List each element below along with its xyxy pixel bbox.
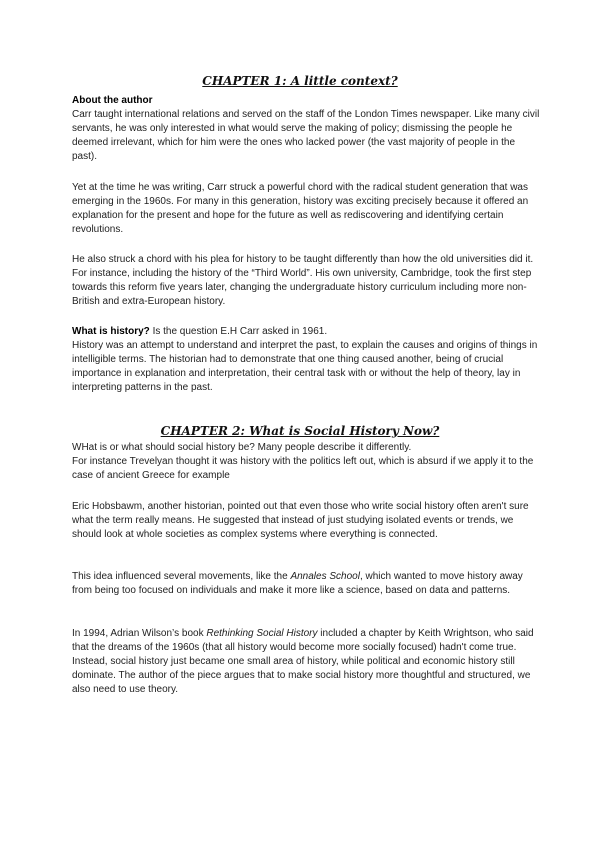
chapter-2-paragraph-2: Eric Hobsbawm, another historian, pointed out that even those who write social history often aren't sure what the term really means. He suggested that instead of just studying isolated events or trends, we should look at whole societies as complex systems where everything is connected. xyxy=(72,501,529,540)
annales-school-reference: Annales School xyxy=(290,571,360,582)
chapter-1-paragraph-2: Yet at the time he was writing, Carr struck a powerful chord with the radical student generation that was emerging in the 1960s. For many in this generation, history was exciting precisely because it offered an explanation for the present and hope for the future as well as rediscovering and identifying certain revolutions. xyxy=(72,182,529,235)
chapter-1-paragraph-1: Carr taught international relations and served on the staff of the London Times newspaper. Like many civil servants, he was only interested in what would serve the making of policy; dismissing the people he deemed irrelevant, which for him were the ones who lacked power (the vast majority of people in the past). xyxy=(72,109,540,162)
what-is-history-label: What is history? xyxy=(72,326,150,337)
chapter-2-paragraph-1a: WHat is or what should social history be? Many people describe it differently. xyxy=(72,442,412,453)
chapter-2-paragraph-1 xyxy=(72,441,540,483)
chapter-1-title: CHAPTER 1: A little context? xyxy=(202,74,398,88)
chapter-2-paragraph-4-start: In 1994, Adrian Wilson’s book xyxy=(72,628,207,639)
chapter-1-paragraph-4: History was an attempt to understand and interpret the past, to explain the causes and origins of things in intelligible terms. The historian had to demonstrate that one thing caused another, being of crucial importance in explanation and interpretation, their central task with or without the help of theory, lay in interpreting patterns in the past. xyxy=(72,340,538,393)
chapter-2-title: CHAPTER 2: What is Social History Now? xyxy=(160,424,440,438)
chapter-1-paragraph-3: He also struck a chord with his plea for history to be taught differently than how the old universities did it. For instance, including the history of the “Third World”. His own university, Cambridge, took the first step towards this reform five years later, changing the undergraduate history curriculum including more non-British and extra-European history. xyxy=(72,254,534,307)
chapter-2-paragraph-1b: For instance Trevelyan thought it was history with the politics left out, which is absurd if we apply it to the case of ancient Greece for example xyxy=(72,456,534,481)
chapter-2-paragraph-4-end: included a chapter by Keith Wrightson, who said that the dreams of the 1960s (that all history would become more socially focused) hadn't come true. Instead, social history just became one small area of history, while political and economic history still dominate. The author of the piece argues that to make social history more thoughtful and structured, we also need to use theory. xyxy=(72,628,534,695)
what-is-history-question: Is the question E.H Carr asked in 1961. xyxy=(149,326,328,337)
chapter-2-paragraph-4 xyxy=(72,627,540,697)
what-is-history-section xyxy=(72,325,540,395)
rethinking-social-history-reference: Rethinking Social History xyxy=(206,628,318,639)
about-author-heading: About the author xyxy=(72,95,153,106)
chapter-2-paragraph-3-end: , which wanted to move history away from being too focused on individuals and make it more like a science, based on data and patterns. xyxy=(72,571,523,596)
chapter-2-paragraph-3-start: This idea influenced several movements, like the xyxy=(72,571,291,582)
chapter-2-paragraph-3 xyxy=(72,570,540,598)
about-author-section xyxy=(72,94,540,164)
